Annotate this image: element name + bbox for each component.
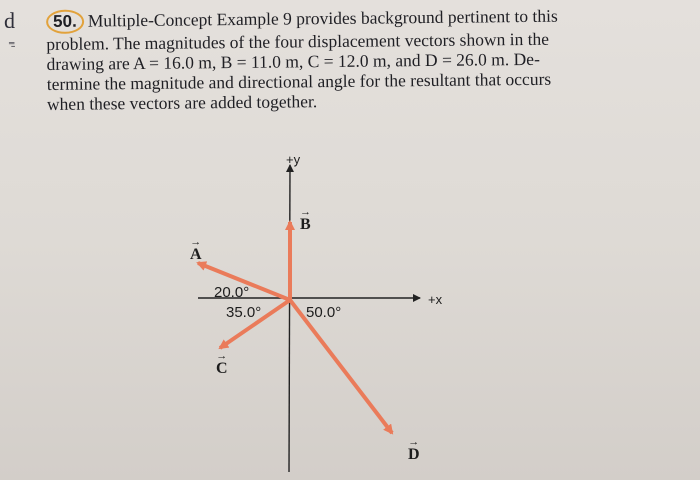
problem-line-4: termine the magnitude and directional angle for the resultant that occurs — [46, 68, 552, 94]
margin-mark: ⁼̵ — [8, 39, 16, 54]
angle-c-label: 35.0° — [226, 304, 262, 321]
vector-b-label: → B — [300, 206, 311, 233]
problem-line-2: problem. The magnitudes of the four displacement vectors shown in the — [46, 28, 550, 54]
problem-line-5: when these vectors are added together. — [46, 91, 318, 114]
y-axis-label: +y — [286, 152, 301, 167]
y-axis — [289, 165, 290, 472]
problem-number: 50. — [46, 10, 84, 34]
vector-a-label: → A — [190, 236, 202, 263]
problem-line-1: Multiple-Concept Example 9 provides background pertinent to this — [87, 5, 558, 31]
angle-a-label: 20.0° — [214, 284, 250, 301]
vector-c-label: → C — [216, 350, 228, 377]
problem-line-3: drawing are A = 16.0 m, B = 11.0 m, C = 12.0 m, and D = 26.0 m. De- — [46, 48, 540, 74]
x-axis-label: +x — [428, 292, 443, 307]
angle-d-label: 50.0° — [306, 304, 342, 321]
vector-d-label: → D — [408, 436, 420, 463]
margin-letter: d — [4, 8, 15, 33]
